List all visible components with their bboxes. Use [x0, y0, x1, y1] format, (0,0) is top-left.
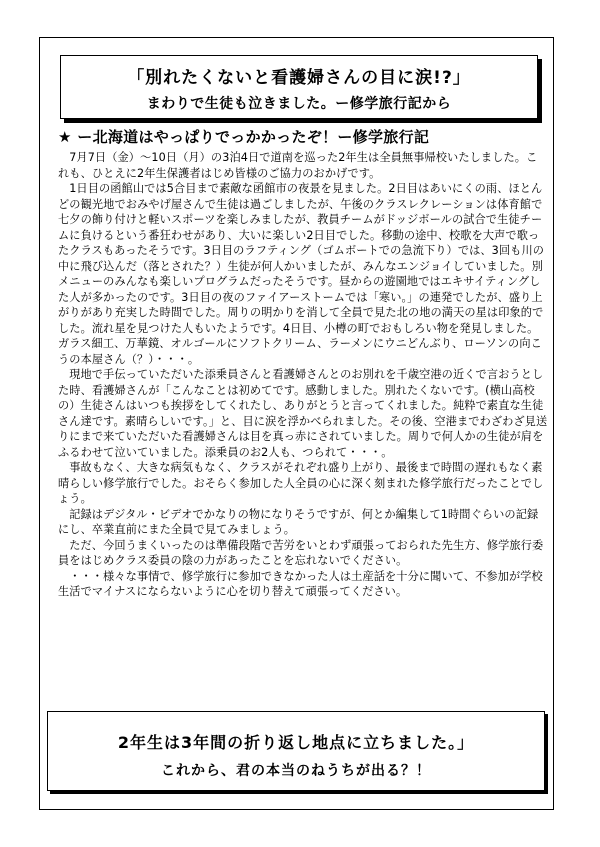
footer-box: [47, 711, 545, 791]
paragraph: 事故もなく、大きな病気もなく、クラスがそれぞれ盛り上がり、最後まで時間の遅れもなく素晴らしい修学旅行でした。おそらく参加した人全員の心に深く刻まれた修学旅行だったことでしょう。: [58, 461, 544, 505]
footer-title: 2年生は3年間の折り返し地点に立ちました。」: [117, 733, 475, 752]
paragraph: ただ、今回うまくいったのは準備段階で苦労をいとわず頑張っておられた先生方、修学旅行委員をはじめクラス委員の陰の力があったことを忘れないでください。: [58, 538, 544, 567]
article-title: ★ ー北海道はやっぱりでっかかったぞ！ー修学旅行記: [58, 128, 430, 146]
headline-box: [60, 55, 538, 119]
paragraph: ・・・様々な事情で、修学旅行に参加できなかった人は土産話を十分に聞いて、不参加が学校生活でマイナスにならないように心を切り替えて頑張ってください。: [58, 569, 543, 598]
paragraph: 現地で手伝っていただいた添乗員さんと看護婦さんとのお別れを千歳空港の近くで言おうとした時、看護婦さんが「こんなことは初めてです。感動しました。別れたくないです。(横山高校の）生徒さんはいつも挨拶をしてくれたし、ありがとうと言ってくれました。純粋で素直な生徒さん達です。素晴らしいです。」と、目に涙を浮かべられました。その後、空港までわざわざ見送りにまで来ていただいた看護婦さんは目を真っ赤にされていました。周りで何人かの生徒が肩をふるわせて泣いていました。添乗員のお2人も、つられて・・・。: [58, 368, 548, 459]
paragraph: 1日目の函館山では5合目まで素敵な函館市の夜景を見ました。2日目はあいにくの雨、ほとんどの観光地でおみやげ屋さんで生徒は過ごしましたが、午後のクラスレクレーションは体育館で七夕の飾り付けと軽いスポーツを楽しみましたが、教員チームがドッジボールの試合で生徒チームに負けるという番狂わせがあり、大いに楽しい2日目でした。移動の途中、校歌を大声で歌ったクラスもあったそうです。3日目のラフティング（ゴムボートでの急流下り）では、3回も川の中に飛び込んだ（落とされた？）生徒が何人かいましたが、みんなエンジョイしていました。別メニューのみんなも楽しいプログラムだったそうです。昼からの遊園地ではエキサイティングした人が多かったのです。3日目の夜のファイアーストームでは「寒い。」の連発でしたが、盛り上がりがあり充実した時間でした。周りの明かりを消して全員で見た北の地の満天の星は印象的でした。流れ星を見つけた人もいたようです。4日目、小樽の町でおもしろい物を発見しました。ガラス細工、万華鏡、オルゴールにソフトクリーム、ラーメンにウニどんぶり、ローソンの向こうの本屋さん（？）・・・。: [58, 182, 545, 366]
headline-title: 「別れたくないと看護婦さんの目に涙!?」: [127, 68, 471, 88]
footer-subtitle: これから、君の本当のねうちが出る？！: [161, 763, 431, 779]
paragraph: 記録はデジタル・ビデオでかなりの物になりそうですが、何とか編集して1時間ぐらいの記録にし、卒業直前にまた全員で見てみましょう。: [58, 507, 539, 536]
paragraph: 7月7日（金）～10日（月）の3泊4日で道南を巡った2年生は全員無事帰校いたしました。これも、ひとえに2年生保護者はじめ皆様のご協力のおかげです。: [58, 151, 538, 180]
headline-subtitle: まわりで生徒も泣きました。ー修学旅行記から: [146, 96, 452, 112]
article-body: [58, 150, 548, 600]
